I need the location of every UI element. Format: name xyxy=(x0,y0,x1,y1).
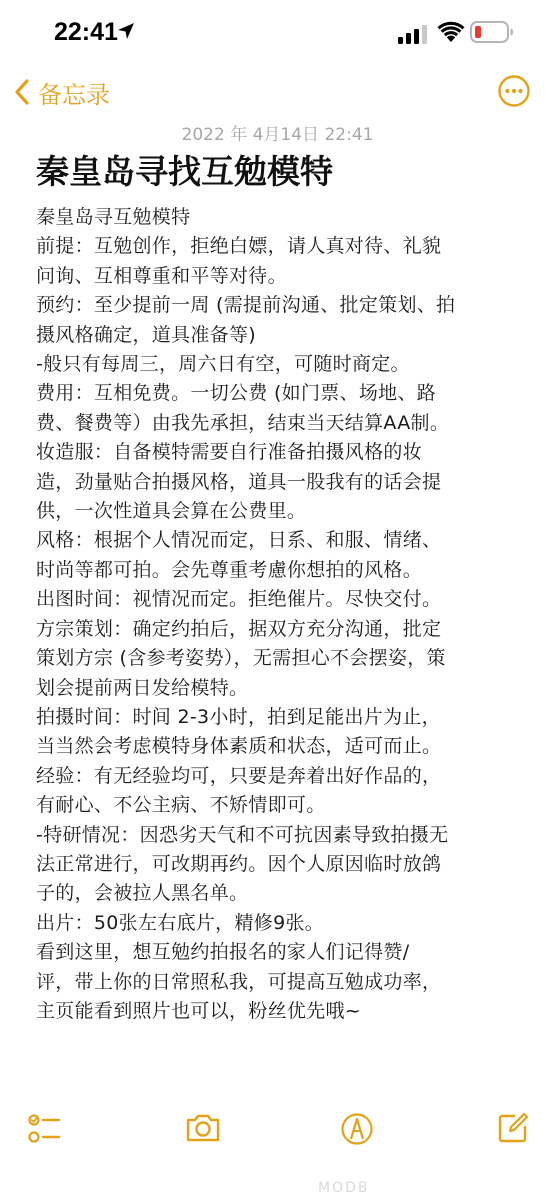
checklist-icon[interactable] xyxy=(28,1112,62,1146)
note-body[interactable] xyxy=(36,203,526,1026)
more-options-icon[interactable] xyxy=(497,74,531,108)
note-line: 拍摄时间：时间 2-3小时，拍到足能出片为止， xyxy=(36,705,441,728)
chevron-left-icon xyxy=(14,79,30,105)
note-line: 前提：互勉创作，拒绝白嫖，请人真对待、礼貌 xyxy=(36,235,442,258)
note-line: 评，带上你的日常照私我，可提高互勉成功率， xyxy=(36,970,442,993)
status-time: 22:41 xyxy=(54,18,118,46)
note-line: 看到这里，想互勉约拍报名的家人们记得赞/ xyxy=(36,941,410,964)
note-line: 经验：有无经验均可，只要是奔着出好作品的， xyxy=(36,764,442,787)
note-line: -般只有每周三，周六日有空，可随时商定。 xyxy=(36,353,410,376)
markup-pen-icon[interactable] xyxy=(341,1112,373,1146)
note-line: 出片：50张左右底片，精修9张。 xyxy=(36,911,325,934)
note-line: 造，劲量贴合拍摄风格，道具一股我有的话会提 xyxy=(36,470,442,493)
note-line: 妆造服：自备模特需要自行准备拍摄风格的妆 xyxy=(36,441,423,464)
status-bar xyxy=(0,0,555,66)
note-line: 划会提前两日发给模特。 xyxy=(36,676,249,699)
battery-low-icon xyxy=(470,20,514,44)
note-line: 策划方宗 (含参考姿势），无需担心不会摆姿，策 xyxy=(36,647,446,670)
cellular-signal-icon xyxy=(398,24,428,44)
nav-bar xyxy=(0,70,555,114)
bottom-toolbar xyxy=(0,1100,555,1160)
note-line: 法正常进行，可改期再约。因个人原因临时放鸽 xyxy=(36,852,442,875)
note-line: 问询、互相尊重和平等对待。 xyxy=(36,264,287,287)
note-line: 时尚等都可拍。会先尊重考慮你想拍的风格。 xyxy=(36,558,423,581)
note-line: 摄风格确定，道具准备等) xyxy=(36,323,257,346)
note-line: 方宗策划：确定约拍后，据双方充分沟通，批定 xyxy=(36,617,442,640)
note-line: 出图时间：视情况而定。拒绝催片。尽快交付。 xyxy=(36,588,442,611)
note-line: 预约：至少提前一周 (需提前沟通、批定策划、拍 xyxy=(36,294,456,317)
note-line: 当当然会考虑模特身体素质和状态，适可而止。 xyxy=(36,735,442,758)
note-date: 2022 年 4月14日 22:41 xyxy=(181,125,374,145)
note-line: 主页能看到照片也可以，粉丝优先哦~ xyxy=(36,999,362,1022)
back-button[interactable] xyxy=(14,74,110,110)
back-label: 备忘录 xyxy=(38,80,110,109)
note-line: 子的，会被拉人黑名单。 xyxy=(36,882,249,905)
location-arrow-icon xyxy=(117,22,135,40)
wifi-icon xyxy=(437,21,465,43)
note-line: 有耐心、不公主病、不矫情即可。 xyxy=(36,794,326,817)
note-line: -特研情况：因恐劣天气和不可抗因素导致拍摄无 xyxy=(36,823,449,846)
watermark-text: MODB xyxy=(318,1180,370,1196)
note-title[interactable]: 秦皇岛寻找互勉模特 xyxy=(36,152,333,191)
note-line: 供，一次性道具会算在公费里。 xyxy=(36,500,307,523)
note-line: 秦皇岛寻互勉模特 xyxy=(36,206,191,228)
compose-icon[interactable] xyxy=(497,1112,529,1144)
note-line: 费用：互相免费。一切公费 (如门票、场地、路 xyxy=(36,382,437,405)
camera-icon[interactable] xyxy=(185,1112,221,1144)
note-line: 费、餐费等）由我先承担，结束当天结算AA制。 xyxy=(36,411,450,434)
note-line: 风格：根据个人情况而定，日系、和服、情绪、 xyxy=(36,529,442,552)
